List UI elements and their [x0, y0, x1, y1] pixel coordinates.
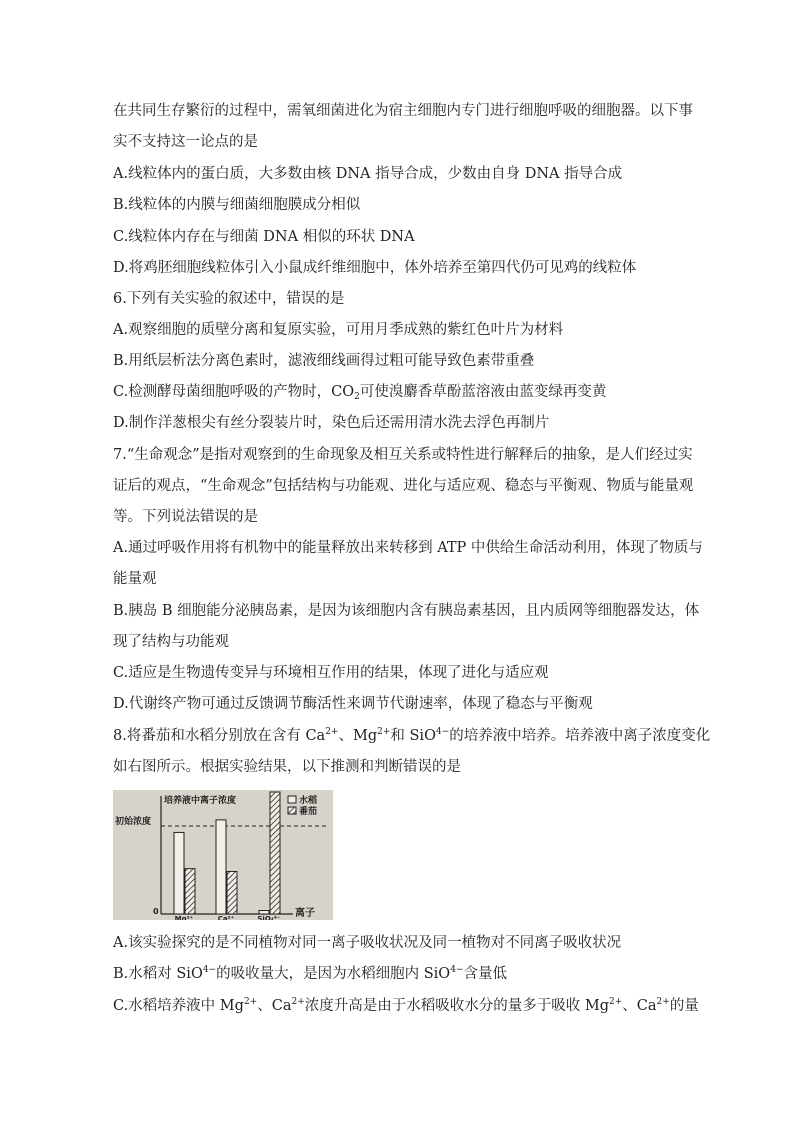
- ion-concentration-chart: [113, 790, 333, 920]
- text-segment: 的吸收量大，是因为水稻细胞内 SiO: [216, 966, 451, 982]
- text-line: 现了结构与功能观: [113, 634, 229, 650]
- text-segment: 、Ca: [257, 998, 292, 1014]
- text-line: 等。下列说法错误的是: [113, 509, 258, 525]
- option-a: A.线粒体内的蛋白质，大多数由核 DNA 指导合成，少数由自身 DNA 指导合成: [113, 166, 623, 182]
- y-axis-label: 培养液中离子浓度: [164, 796, 237, 806]
- text-segment: 的量: [669, 998, 699, 1014]
- text-segment: 、Ca: [622, 998, 657, 1014]
- option-b: B.胰岛 B 细胞能分泌胰岛素，是因为该细胞内含有胰岛素基因，且内质网等细胞器发达，体: [113, 603, 700, 619]
- origin-label: 0: [153, 907, 159, 916]
- text-line: 如右图所示。根据实验结果，以下推测和判断错误的是: [113, 759, 461, 775]
- option-c: C.适应是生物遗传变异与环境相互作用的结果，体现了进化与适应观: [113, 665, 549, 681]
- superscript: 2+: [291, 997, 305, 1007]
- text-segment: 浓度升高是由于水稻吸收水分的量多于吸收 Mg: [304, 998, 609, 1014]
- option-b: B.用纸层析法分离色素时，滤液细线画得过粗可能导致色素带重叠: [113, 353, 535, 369]
- bar-rice: [174, 832, 184, 914]
- bar-tomato: [227, 871, 237, 914]
- legend-swatch-blank: [288, 796, 296, 803]
- text-segment: 和 SiO: [390, 728, 436, 744]
- question-7-stem: 7.“生命观念”是指对观察到的生命现象及相互关系或特性进行解释后的抽象，是人们经过实: [113, 447, 693, 463]
- text-line: 证后的观点，“生命观念”包括结构与功能观、进化与适应观、稳态与平衡观、物质与能量观: [113, 478, 694, 494]
- superscript: 2+: [243, 997, 258, 1007]
- category-label: SiO₄⁴⁻: [257, 915, 281, 920]
- option-d: D.将鸡胚细胞线粒体引入小鼠成纤维细胞中，体外培养至第四代仍可见鸡的线粒体: [113, 260, 637, 276]
- superscript: 2+: [609, 997, 623, 1007]
- text-segment: 、Mg: [338, 728, 378, 744]
- option-d: D.制作洋葱根尖有丝分裂装片时，染色后还需用清水洗去浮色再制片: [113, 415, 550, 431]
- bar-rice: [259, 911, 269, 914]
- text-segment: 含量低: [463, 966, 507, 982]
- text-segment: 可使溴麝香草酚蓝溶液由蓝变绿再变黄: [359, 384, 607, 400]
- subscript: 2: [354, 392, 360, 402]
- legend-swatch-hatched: [288, 807, 296, 814]
- legend-label: 水稻: [299, 796, 318, 806]
- superscript: 4−: [202, 965, 217, 975]
- text-segment: B.水稻对 SiO: [113, 966, 203, 982]
- text-line: 实不支持这一论点的是: [113, 134, 258, 150]
- text-segment: 的培养液中培养。培养液中离子浓度变化: [449, 728, 711, 744]
- text-line: 能量观: [113, 571, 157, 587]
- option-a: A.通过呼吸作用将有机物中的能量释放出来转移到 ATP 中供给生命活动利用，体现了物质与: [113, 540, 703, 556]
- option-d: D.代谢终产物可通过反馈调节酶活性来调节代谢速率，体现了稳态与平衡观: [113, 696, 593, 712]
- superscript: 2+: [377, 727, 391, 737]
- option-b: [113, 964, 507, 984]
- option-c: [113, 996, 699, 1016]
- option-a: A.该实验探究的是不同植物对同一离子吸收状况及同一植物对不同离子吸收状况: [113, 935, 622, 951]
- text-segment: C.水稻培养液中 Mg: [113, 998, 244, 1014]
- category-label: Mg²⁺: [174, 915, 194, 920]
- option-c: C.线粒体内存在与细菌 DNA 相似的环状 DNA: [113, 229, 415, 245]
- option-a: A.观察细胞的质壁分离和复原实验，可用月季成熟的紫红色叶片为材料: [113, 322, 564, 338]
- category-label: Ca²⁺: [217, 915, 235, 920]
- bar-rice: [216, 820, 226, 914]
- option-b: B.线粒体的内膜与细菌细胞膜成分相似: [113, 197, 361, 213]
- text-segment: C.检测酵母菌细胞呼吸的产物时，CO: [113, 384, 355, 400]
- text-line: 在共同生存繁衍的过程中，需氧细菌进化为宿主细胞内专门进行细胞呼吸的细胞器。以下事: [113, 103, 693, 119]
- superscript: 4−: [435, 727, 450, 737]
- bar-tomato: [270, 792, 280, 914]
- reference-label: 初始浓度: [115, 817, 152, 827]
- x-axis-label: 离子: [295, 908, 315, 919]
- superscript: 4−: [450, 965, 464, 975]
- ion-concentration-figure: [113, 790, 333, 920]
- question-6-stem: 6.下列有关实验的叙述中，错误的是: [113, 291, 345, 307]
- legend-label: 番茄: [299, 807, 318, 817]
- question-8-stem: [113, 726, 710, 746]
- superscript: 2+: [656, 997, 670, 1007]
- bar-tomato: [185, 869, 195, 914]
- superscript: 2+: [325, 727, 339, 737]
- option-c: [113, 382, 606, 402]
- text-segment: 8.将番茄和水稻分别放在含有 Ca: [113, 728, 326, 744]
